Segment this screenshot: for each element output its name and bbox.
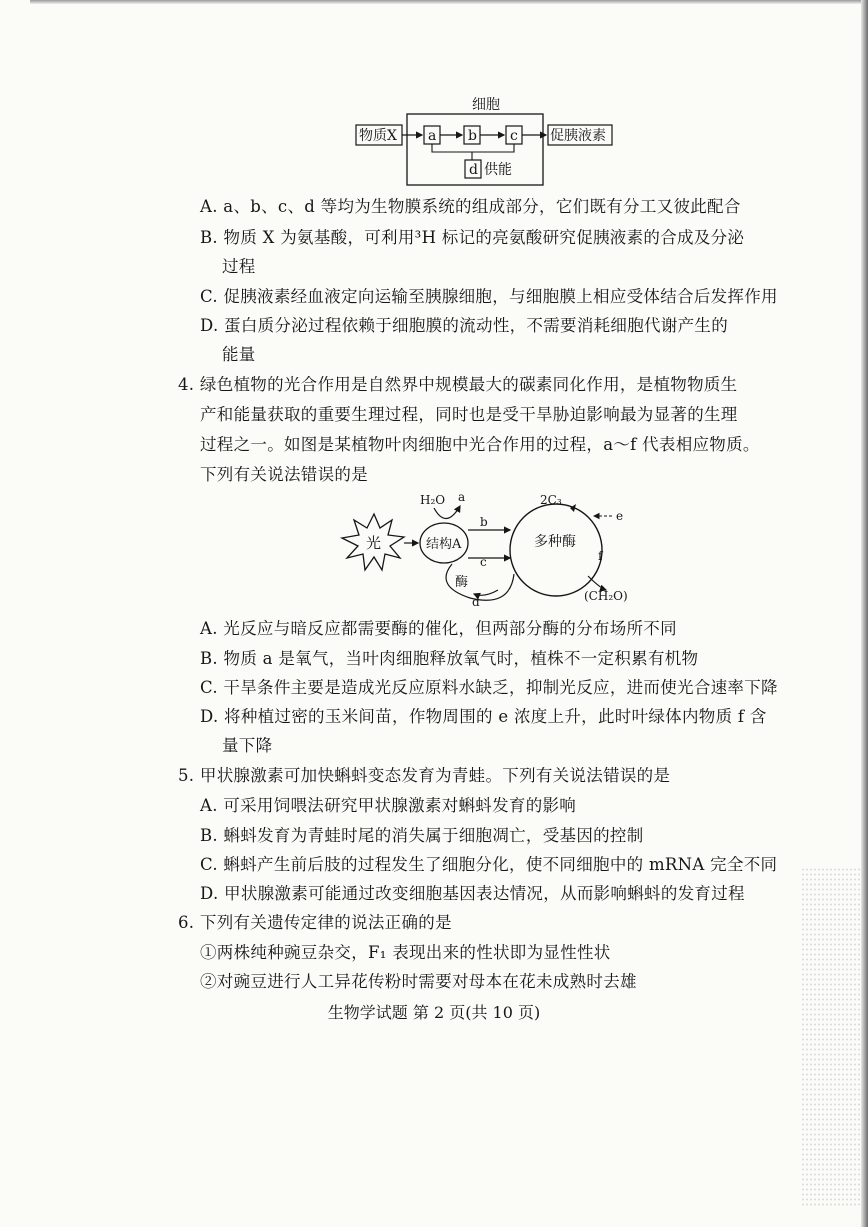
photosynthesis-diagram: [334, 490, 634, 614]
energy-label: 供能: [484, 162, 512, 178]
calvin-cycle: [510, 504, 602, 596]
secretion-diagram: [350, 96, 620, 188]
scan-top-edge: [30, 0, 868, 4]
structure-a-label: 结构A: [426, 537, 462, 552]
q5-option-b: B. 蝌蚪发育为青蛙时尾的消失属于细胞凋亡，受基因的控制: [200, 826, 644, 845]
node-b: b: [468, 128, 477, 144]
q4-option-a: A. 光反应与暗反应都需要酶的催化，但两部分酶的分布场所不同: [200, 619, 677, 638]
enzymes-label: 多种酶: [534, 534, 576, 550]
q4-option-d-cont: 量下降: [222, 736, 273, 755]
energy-bracket: [432, 144, 514, 152]
q5-option-a: A. 可采用饲喂法研究甲状腺激素对蝌蚪发育的影响: [200, 796, 577, 815]
letter-a: a: [458, 490, 466, 504]
scan-noise: [801, 867, 861, 1207]
q4-option-d: D. 将种植过密的玉米间苗，作物周围的 e 浓度上升，此时叶绿体内物质 f 含: [200, 707, 767, 726]
q5-option-d: D. 甲状腺激素可能通过改变细胞基因表达情况，从而影响蝌蚪的发育过程: [200, 884, 745, 903]
letter-c: c: [480, 555, 487, 569]
enzyme-label: 酶: [455, 575, 469, 590]
q3-option-d: D. 蛋白质分泌过程依赖于细胞膜的流动性，不需要消耗细胞代谢产生的: [200, 316, 729, 335]
c3-label: 2C₃: [540, 493, 562, 507]
output-label: 促胰液素: [550, 128, 606, 144]
light-label: 光: [366, 534, 382, 552]
q4-stem-1: 4. 绿色植物的光合作用是自然界中规模最大的碳素同化作用，是植物物质生: [178, 375, 738, 394]
q4-stem-2: 产和能量获取的重要生理过程，同时也是受干旱胁迫影响最为显著的生理: [200, 405, 738, 424]
q3-option-d-cont: 能量: [222, 345, 256, 364]
q3-option-b: B. 物质 X 为氨基酸，可利用³H 标记的亮氨酸研究促胰液素的合成及分泌: [200, 228, 745, 247]
letter-d: d: [472, 595, 480, 609]
q6-stem: 6. 下列有关遗传定律的说法正确的是: [178, 913, 452, 932]
water-label: H₂O: [420, 493, 446, 507]
q6-item-1: ①两株纯种豌豆杂交，F₁ 表现出来的性状即为显性性状: [200, 943, 611, 962]
cell-label: 细胞: [472, 97, 500, 113]
letter-e: e: [616, 509, 624, 523]
q5-option-c: C. 蝌蚪产生前后肢的过程发生了细胞分化，使不同细胞中的 mRNA 完全不同: [200, 855, 778, 874]
arrow-ch2o: [588, 576, 606, 590]
q3-option-c: C. 促胰液素经血液定向运输至胰腺细胞，与细胞膜上相应受体结合后发挥作用: [200, 287, 778, 306]
arrow-water-a: [434, 506, 460, 519]
q4-option-b: B. 物质 a 是氧气，当叶肉细胞释放氧气时，植株不一定积累有机物: [200, 649, 699, 668]
letter-b: b: [480, 515, 488, 529]
q4-stem-4: 下列有关说法错误的是: [200, 465, 368, 484]
node-c: c: [510, 128, 518, 144]
page-footer: 生物学试题 第 2 页(共 10 页): [327, 1003, 541, 1022]
input-label: 物质X: [359, 128, 397, 144]
node-d: d: [469, 162, 478, 178]
ch2o-label: (CH₂O): [584, 589, 628, 603]
letter-f: f: [598, 549, 603, 563]
q6-item-2: ②对豌豆进行人工异花传粉时需要对母本在花未成熟时去雄: [200, 972, 637, 991]
node-a: a: [428, 128, 437, 144]
q5-stem: 5. 甲状腺激素可加快蝌蚪变态发育为青蛙。下列有关说法错误的是: [178, 766, 671, 785]
arrow-d: [474, 590, 498, 595]
q4-option-c: C. 干旱条件主要是造成光反应原料水缺乏，抑制光反应，进而使光合速率下降: [200, 678, 778, 697]
q3-option-b-cont: 过程: [222, 257, 256, 276]
q3-option-a: A. a、b、c、d 等均为生物膜系统的组成部分，它们既有分工又彼此配合: [200, 197, 741, 216]
scan-right-edge: [861, 0, 868, 1227]
q4-stem-3: 过程之一。如图是某植物叶肉细胞中光合作用的过程，a～f 代表相应物质。: [200, 435, 760, 454]
